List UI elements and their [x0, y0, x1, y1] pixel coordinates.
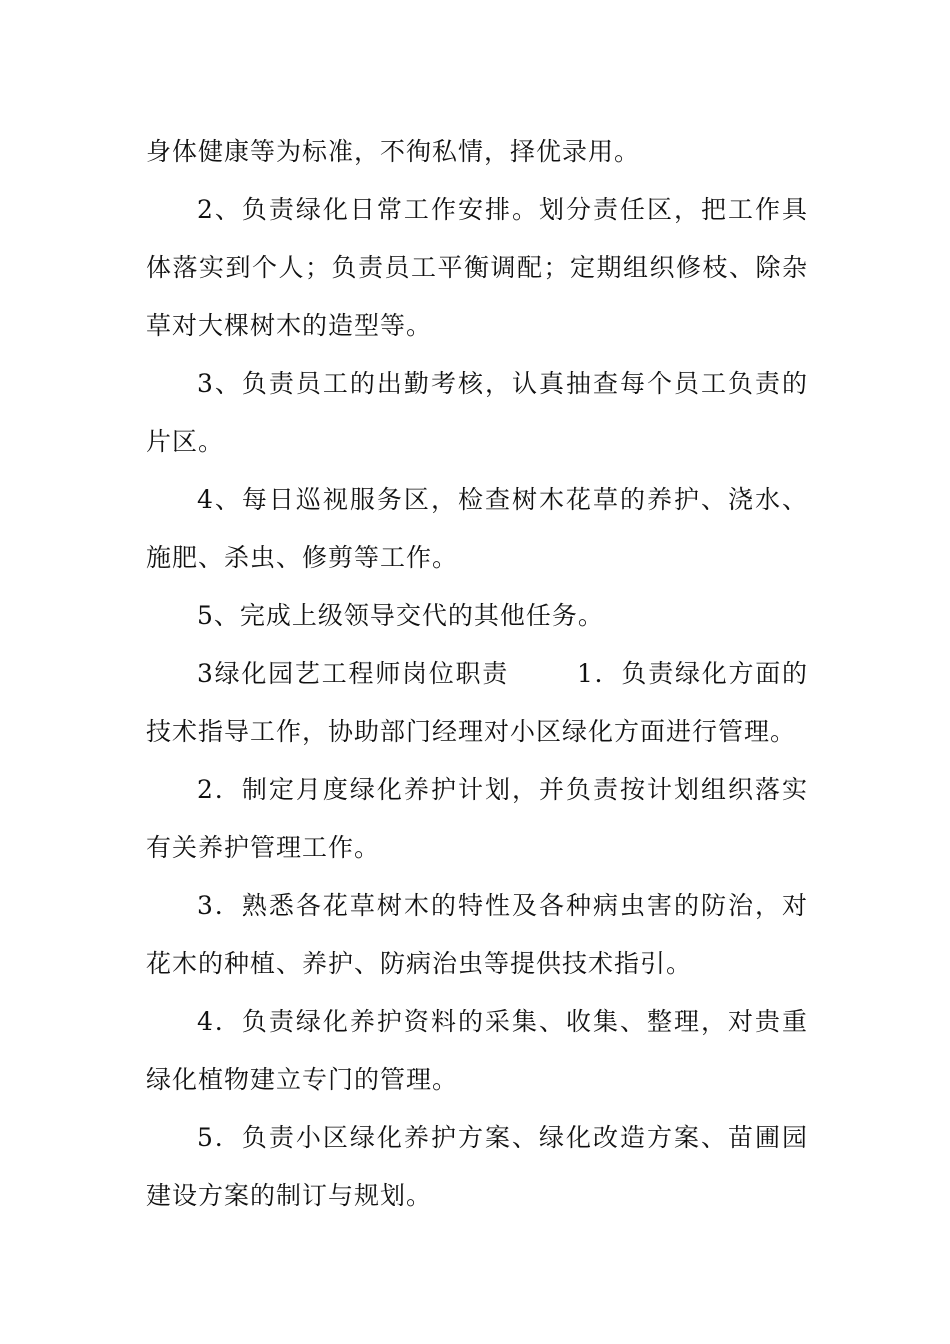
section-item-4: 4．负责绿化养护资料的采集、收集、整理，对贵重绿化植物建立专门的管理。: [146, 1007, 808, 1094]
section-item-2: 2．制定月度绿化养护计划，并负责按计划组织落实有关养护管理工作。: [146, 775, 808, 862]
paragraph-1: 身体健康等为标准，不徇私情，择优录用。: [146, 137, 641, 166]
section-item-3: 3．熟悉各花草树木的特性及各种病虫害的防治，对花木的种植、养护、防病治虫等提供技术指引。: [146, 891, 808, 978]
document-body: [146, 123, 808, 1225]
paragraph-5: 5、完成上级领导交代的其他任务。: [197, 601, 604, 630]
paragraph-3: 3、负责员工的出勤考核，认真抽查每个员工负责的片区。: [146, 369, 808, 456]
paragraph-2: 2、负责绿化日常工作安排。划分责任区，把工作具体落实到个人；负责员工平衡调配；定期组织修枝、除杂草对大棵树木的造型等。: [146, 195, 808, 340]
section-heading: 3绿化园艺工程师岗位职责: [197, 659, 510, 688]
section-item-5: 5．负责小区绿化养护方案、绿化改造方案、苗圃园建设方案的制订与规划。: [146, 1123, 808, 1210]
section-item-1: 1．负责绿化方面的技术指导工作，协助部门经理对小区绿化方面进行管理。: [146, 659, 808, 746]
section-paragraph: [146, 645, 808, 761]
paragraph-4: 4、每日巡视服务区，检查树木花草的养护、浇水、施肥、杀虫、修剪等工作。: [146, 485, 808, 572]
